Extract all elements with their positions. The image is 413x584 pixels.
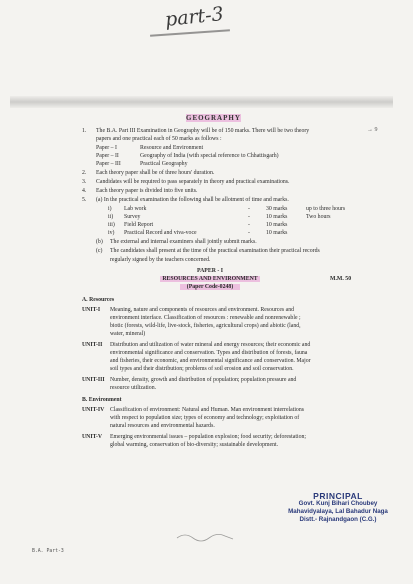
paper-title: Practical Geography (140, 161, 188, 167)
scan-band (10, 96, 393, 108)
rule-text: Each theory paper shall be of three hours' duration. (96, 170, 215, 176)
practical-num: ii) (108, 214, 114, 220)
intro-num: 1. (82, 128, 87, 134)
paper-title-heading: RESOURCES AND ENVIRONMENT (160, 276, 260, 282)
margin-mark: → 9 (367, 127, 378, 133)
paper-heading: PAPER - I (197, 268, 223, 274)
rule-text: (a) In the practical examination the following shall be allotment of time and marks. (96, 197, 289, 203)
unit-line: Number, density, growth and distribution of population; population pressure and (110, 377, 297, 383)
rule-b-num: (b) (96, 239, 103, 245)
unit-line: Emerging environmental issues – population explosion; food security; deforestation; (110, 434, 306, 440)
rule-text: Candidates will be required to pass separately in theory and practical examinations. (96, 179, 290, 185)
practical-num: iii) (108, 222, 115, 228)
handwritten-header: part-3 (164, 2, 225, 32)
practical-time: Two hours (306, 214, 331, 220)
practical-marks: 10 marks (266, 230, 288, 236)
subject-heading: GEOGRAPHY (186, 114, 241, 122)
rule-text: Each theory paper is divided into five units. (96, 188, 198, 194)
rule-b-text: The external and internal examiners shall jointly submit marks. (110, 239, 257, 245)
practical-item: Lab work (124, 206, 147, 212)
rule-num: 2. (82, 170, 87, 176)
stamp-line: Mahavidyalaya, Lal Bahadur Naga (288, 508, 388, 515)
practical-num: i) (108, 206, 112, 212)
stamp-line: Govt. Kunj Bihari Choubey (298, 500, 378, 507)
practical-item: Field Report (124, 222, 154, 228)
unit-line: global warming, conservation of bio-diversity; sustainable development. (110, 442, 279, 448)
unit-line: Distribution and utilization of water mineral and energy resources; their economic and (110, 342, 311, 348)
unit-line: environment interface. Classification of resources : renewable and nonrenewable ; (110, 315, 301, 321)
stamp-line: Distt.- Rajnandgaon (C.G.) (299, 516, 377, 523)
practical-marks: 30 marks (266, 206, 288, 212)
rule-c-line: regularly signed by the teachers concerned. (110, 257, 211, 263)
rule-c-num: (c) (96, 248, 103, 254)
paper-label: Paper – II (96, 153, 119, 159)
unit-line: with respect to population size; types of economy and technology; exploitation of (110, 415, 300, 421)
unit-line: and fisheries, their economic, and environmental significance and conservation. Major (110, 358, 311, 364)
unit-label: UNIT-II (82, 342, 103, 348)
intro-line: The B.A. Part III Examination in Geography will be of 150 marks. There will be two theory (96, 128, 310, 134)
intro-line: papers and one practical each of 50 marks as follows : (96, 136, 222, 142)
stamp-title: PRINCIPAL (313, 491, 363, 501)
practical-dash: - (248, 214, 250, 220)
practical-dash: - (248, 230, 250, 236)
unit-line: water, mineral) (110, 331, 146, 337)
paper-title: Geography of India (with special reference to Chhattisgarh) (140, 153, 279, 159)
section-heading: A. Resources (82, 297, 115, 303)
principal-stamp (268, 492, 408, 524)
practical-dash: - (248, 222, 250, 228)
paper-title: Resource and Environment (140, 145, 204, 151)
practical-marks: 10 marks (266, 222, 288, 228)
paper-code: (Paper Code-0248) (180, 284, 240, 290)
unit-line: Meaning, nature and components of resources and environment. Resources and (110, 307, 294, 313)
unit-line: natural resources and environmental hazards. (110, 423, 215, 429)
unit-line: soil types and their distribution; problems of soil erosion and soil conservation. (110, 366, 294, 372)
unit-label: UNIT-V (82, 434, 103, 440)
signature-scribble (175, 530, 235, 542)
practical-dash: - (248, 206, 250, 212)
unit-label: UNIT-I (82, 307, 101, 313)
unit-line: environmental significance and conservation. Types and distribution of forests, fauna (110, 350, 308, 356)
footer-label: B.A. Part-3 (32, 549, 64, 554)
practical-item: Survey (124, 214, 141, 220)
practical-item: Practical Record and viva-voce (124, 230, 197, 236)
handwritten-underline (150, 29, 230, 37)
rule-num: 5. (82, 197, 87, 203)
unit-label: UNIT-III (82, 377, 105, 383)
paper-label: Paper – III (96, 161, 121, 167)
practical-marks: 10 marks (266, 214, 288, 220)
practical-time: up to three hours (306, 206, 346, 212)
max-marks: M.M. 50 (330, 276, 352, 282)
unit-line: Classification of environment: Natural and Human. Man environment interrelations (110, 407, 304, 413)
practical-num: iv) (108, 230, 115, 236)
rule-c-line: The candidates shall present at the time of the practical examination their practical records (110, 248, 320, 254)
unit-label: UNIT-IV (82, 407, 105, 413)
rule-num: 3. (82, 179, 87, 185)
section-heading: B. Environment (82, 397, 122, 403)
unit-line: biotic (forests, wild-life, live-stock, fisheries, agricultural crops) and abiotic (land, (110, 323, 301, 329)
rule-num: 4. (82, 188, 87, 194)
unit-line: resource utilization. (110, 385, 157, 391)
paper-label: Paper – I (96, 145, 117, 151)
